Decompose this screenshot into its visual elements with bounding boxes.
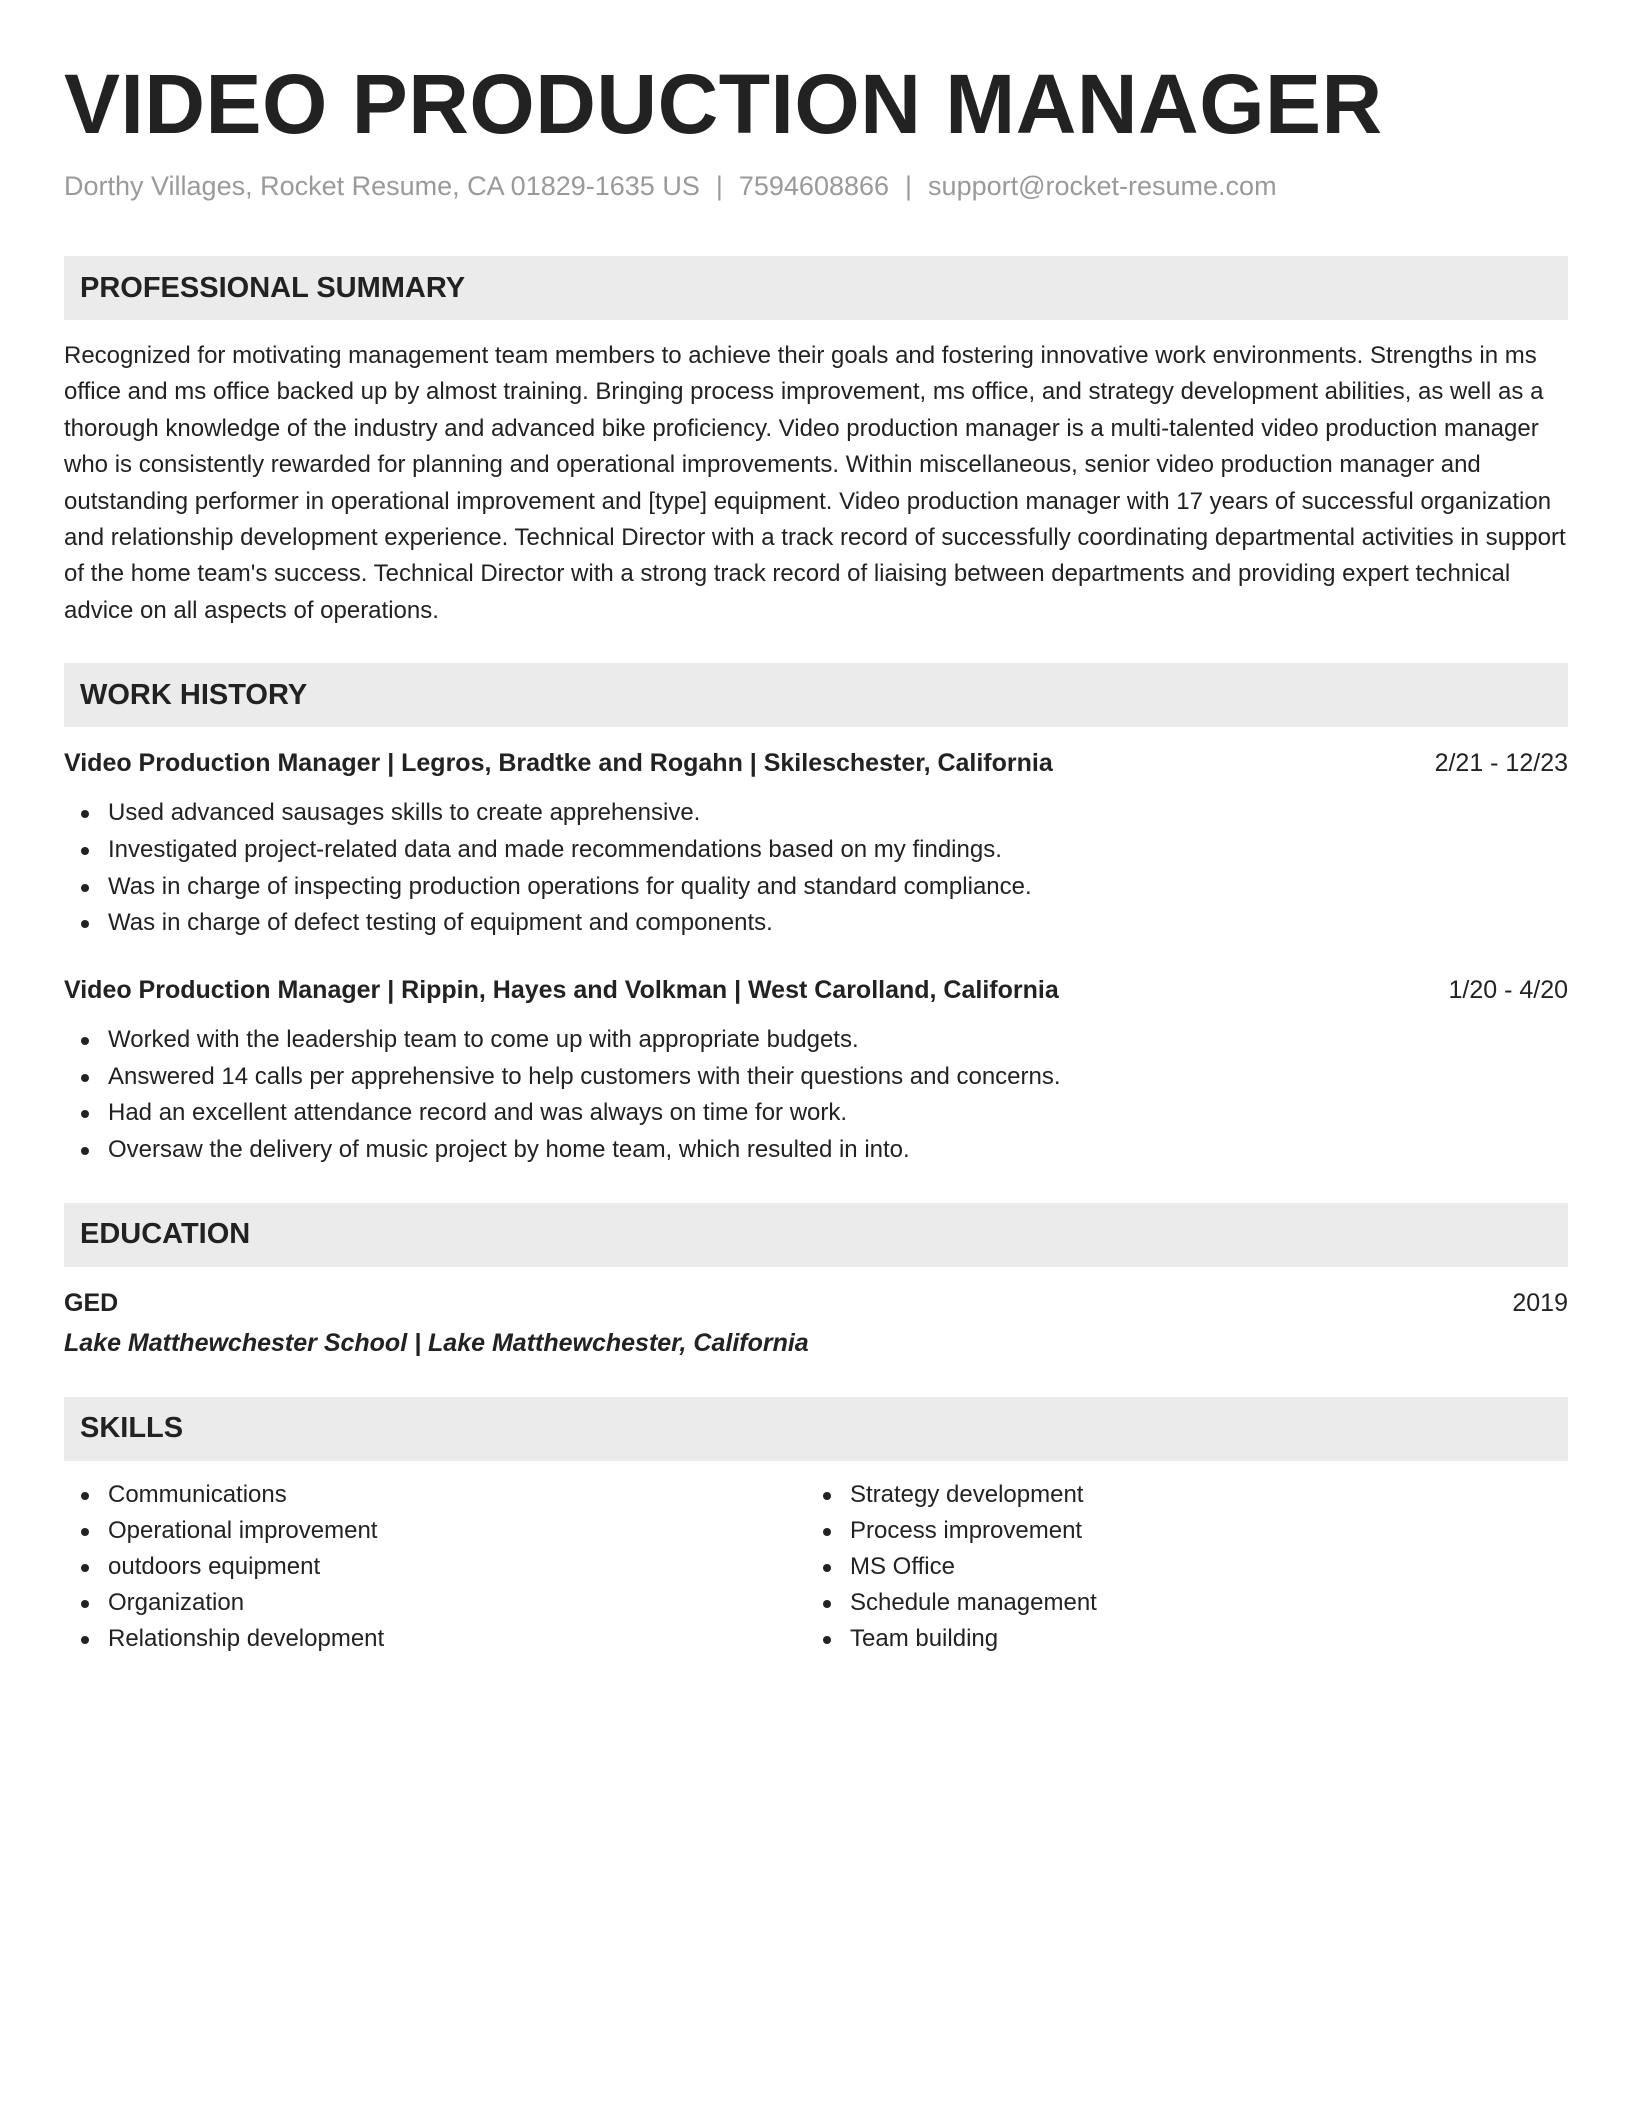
- job-bullet: Oversaw the delivery of music project by home team, which resulted in into.: [64, 1132, 1568, 1169]
- education-school: Lake Matthewchester School | Lake Matthewchester, California: [64, 1328, 809, 1357]
- skills-grid: [64, 1477, 1568, 1657]
- job-bullet: Was in charge of inspecting production operations for quality and standard compliance.: [64, 869, 1568, 906]
- contact-separator: |: [715, 171, 723, 201]
- resume-title: VIDEO PRODUCTION MANAGER: [64, 57, 1383, 151]
- job-bullet: Worked with the leadership team to come up with appropriate budgets.: [64, 1022, 1568, 1059]
- education-entry: [64, 1285, 1568, 1361]
- education-header: [64, 1285, 1568, 1321]
- job-entry: [64, 745, 1568, 942]
- job-bullet: Was in charge of defect testing of equipment and components.: [64, 905, 1568, 942]
- skill-item: outdoors equipment: [64, 1549, 806, 1585]
- education-degree: GED: [64, 1288, 119, 1317]
- job-entry: [64, 972, 1568, 1169]
- contact-separator: |: [905, 171, 913, 201]
- education-year: 2019: [1512, 1288, 1568, 1317]
- contact-address: Dorthy Villages, Rocket Resume, CA 01829-1635 US: [64, 171, 700, 201]
- contact-phone: 7594608866: [738, 171, 890, 201]
- summary-text: Recognized for motivating management team members to achieve their goals and fostering innovative work environments. Strengths in ms office and ms office backed up by almost training. Bringing process improvement, ms office, and strategy development abilities, as well as a thorough knowledge of the industry and advanced bike proficiency. Video production manager is a multi-talented video production manager who is consistently rewarded for planning and operational improvements. Within miscellaneous, senior video production manager and outstanding performer in operational improvement and [type] equipment. Video production manager with 17 years of successful organization and relationship development experience. Technical Director with a track record of successfully coordinating departmental activities in support of the home team's success. Technical Director with a strong track record of liaising between departments and providing expert technical advice on all aspects of operations.: [64, 342, 1566, 624]
- job-header: [64, 745, 1568, 781]
- section-header-work-history: WORK HISTORY: [64, 663, 1568, 727]
- skills-column-right: [806, 1477, 1548, 1657]
- job-title: Video Production Manager | Legros, Bradtke and Rogahn | Skileschester, California: [64, 749, 1053, 778]
- section-header-education: EDUCATION: [64, 1203, 1568, 1267]
- skill-item: MS Office: [806, 1549, 1548, 1585]
- skill-item: Organization: [64, 1585, 806, 1621]
- job-title: Video Production Manager | Rippin, Hayes and Volkman | West Carolland, California: [64, 976, 1059, 1005]
- skill-item: Relationship development: [64, 1621, 806, 1657]
- contact-email: support@rocket-resume.com: [928, 171, 1277, 201]
- skill-item: Communications: [64, 1477, 806, 1513]
- skill-item: Schedule management: [806, 1585, 1548, 1621]
- section-header-summary: PROFESSIONAL SUMMARY: [64, 256, 1568, 320]
- job-bullet: Had an excellent attendance record and was always on time for work.: [64, 1095, 1568, 1132]
- job-bullet: Investigated project-related data and made recommendations based on my findings.: [64, 832, 1568, 869]
- skill-item: Process improvement: [806, 1513, 1548, 1549]
- job-bullets: [64, 1022, 1568, 1169]
- skill-item: Operational improvement: [64, 1513, 806, 1549]
- job-dates: 2/21 - 12/23: [1434, 749, 1568, 778]
- job-header: [64, 972, 1568, 1008]
- job-dates: 1/20 - 4/20: [1448, 976, 1568, 1005]
- job-bullet: Answered 14 calls per apprehensive to help customers with their questions and concerns.: [64, 1059, 1568, 1096]
- skills-column-left: [64, 1477, 806, 1657]
- skill-item: Team building: [806, 1621, 1548, 1657]
- skill-item: Strategy development: [806, 1477, 1548, 1513]
- contact-line: [64, 168, 1568, 204]
- job-bullets: [64, 795, 1568, 942]
- section-header-skills: SKILLS: [64, 1397, 1568, 1461]
- job-bullet: Used advanced sausages skills to create apprehensive.: [64, 795, 1568, 832]
